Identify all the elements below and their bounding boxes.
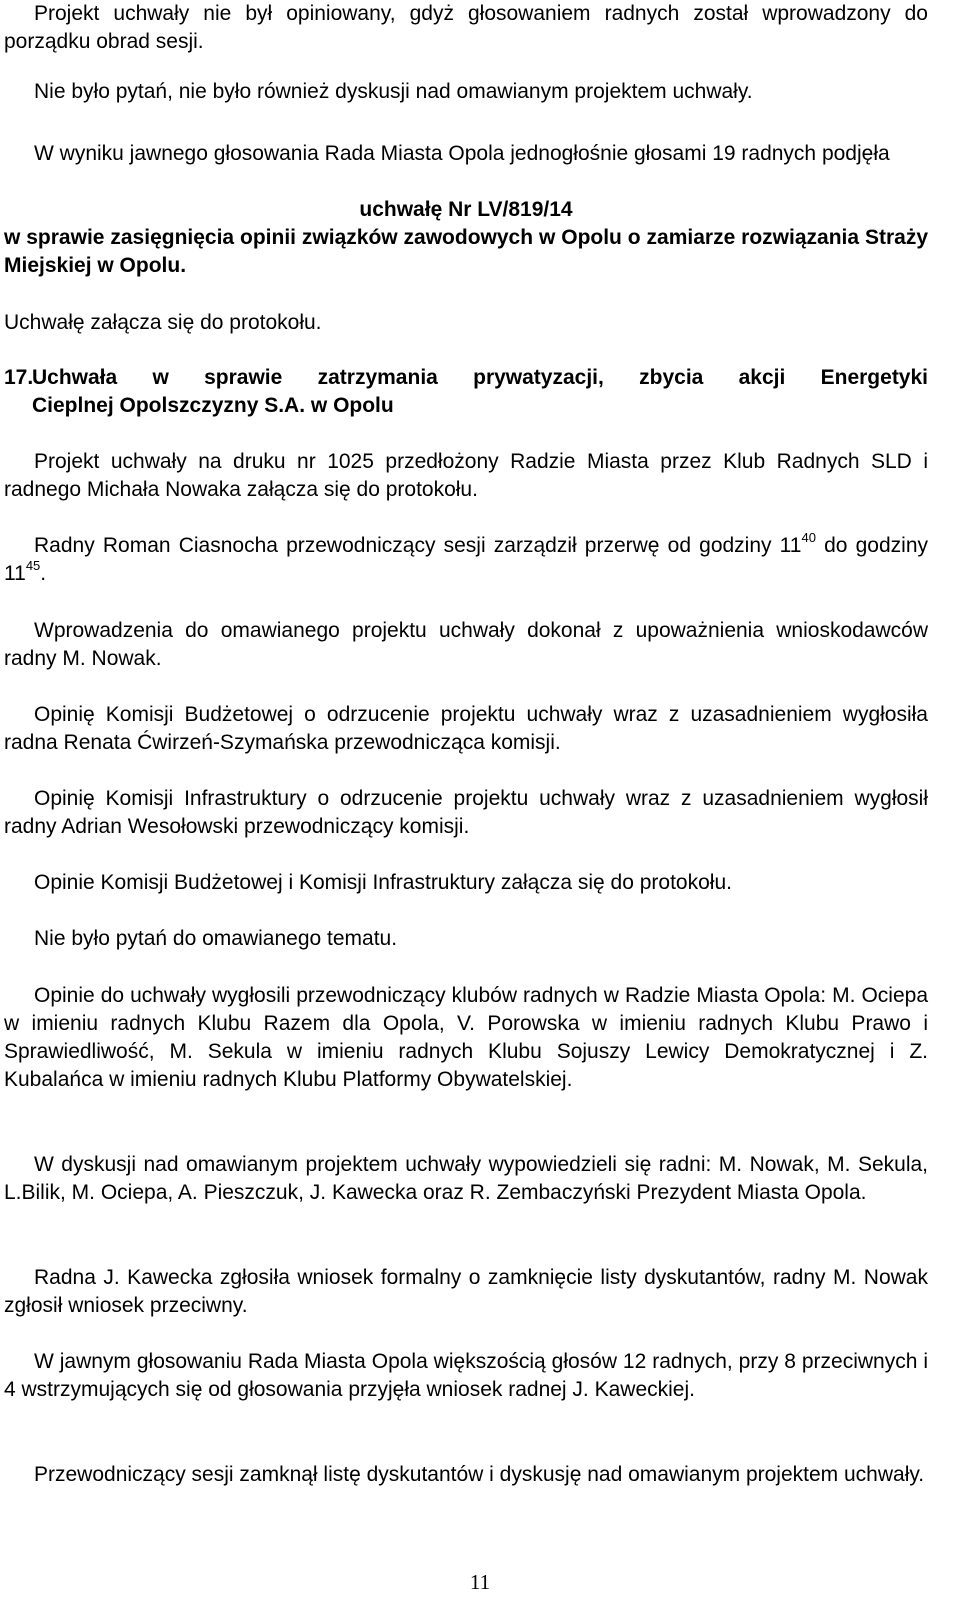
page-number: 11 (469, 1570, 491, 1594)
paragraph-club-opinions: Opinie do uchwały wygłosili przewodniczący klubów radnych w Radzie Miasta Opola: M. Ociepa w imieniu radnych Klubu Razem dla Opola, V. Porowska w imieniu radnych Klubu Prawo i Sprawiedliwość, M. Sekula w imieniu radnych Klubu Sojuszy Lewicy Demokratycznej i Z. Kubalańca w imieniu radnych Klubu Platformy Obywatelskiej. (4, 984, 928, 1091)
resolution-subject: w sprawie zasięgnięcia opinii związków zawodowych w Opolu o zamiarze rozwiązania Straży Miejskiej w Opolu. (4, 226, 928, 277)
agenda-item-title-line2: Cieplnej Opolszczyzny S.A. w Opolu (32, 394, 394, 417)
paragraph-no-questions: Nie było pytań, nie było również dyskusji nad omawianym projektem uchwały. (34, 80, 753, 103)
paragraph-introduction: Wprowadzenia do omawianego projektu uchwały dokonał z upoważnienia wnioskodawców radny M. Nowak. (4, 619, 928, 670)
paragraph-attachment-note: Uchwałę załącza się do protokołu. (4, 311, 322, 334)
break-text-b: do godziny 11 (4, 534, 928, 585)
agenda-item-title-line1: Uchwała w sprawie zatrzymania prywatyzacji, zbycia akcji Energetyki (32, 366, 928, 389)
paragraph-draft-submission: Projekt uchwały na druku nr 1025 przedłożony Radzie Miasta przez Klub Radnych SLD i radnego Michała Nowaka załącza się do protokołu. (4, 450, 928, 501)
agenda-item-17-heading (4, 364, 928, 420)
paragraph-discussion-closed: Przewodniczący sesji zamknął listę dyskutantów i dyskusję nad omawianym projektem uchwały. (34, 1463, 925, 1486)
paragraph-formal-motion: Radna J. Kawecka zgłosiła wniosek formalny o zamknięcie listy dyskutantów, radny M. Nowak zgłosił wniosek przeciwny. (4, 1266, 928, 1317)
paragraph-break-announcement (4, 532, 928, 588)
break-text-c: . (40, 562, 47, 585)
break-text-a: Radny Roman Ciasnocha przewodniczący sesji zarządził przerwę od godziny 11 (34, 534, 802, 557)
break-end-minutes: 45 (25, 558, 41, 573)
paragraph-no-questions-topic: Nie było pytań do omawianego tematu. (34, 927, 398, 950)
paragraph-budget-committee-opinion: Opinię Komisji Budżetowej o odrzucenie projektu uchwały wraz z uzasadnieniem wygłosiła radna Renata Ćwirzeń-Szymańska przewodnicząca komisji. (4, 703, 928, 754)
agenda-item-number: 17. (4, 366, 34, 389)
paragraph-opinions-attached: Opinie Komisji Budżetowej i Komisji Infrastruktury załącza się do protokołu. (34, 871, 732, 894)
paragraph-opinion-status: Projekt uchwały nie był opiniowany, gdyż głosowaniem radnych został wprowadzony do porządku obrad sesji. (4, 2, 928, 53)
break-start-minutes: 40 (801, 530, 816, 545)
paragraph-vote-result: W wyniku jawnego głosowania Rada Miasta Opola jednogłośnie głosami 19 radnych podjęła (34, 142, 890, 165)
resolution-number: uchwałę Nr LV/819/14 (359, 198, 573, 221)
paragraph-motion-vote: W jawnym głosowaniu Rada Miasta Opola większością głosów 12 radnych, przy 8 przeciwnych i 4 wstrzymujących się od głosowania przyjęła wniosek radnej J. Kaweckiej. (4, 1350, 928, 1401)
paragraph-discussion-speakers: W dyskusji nad omawianym projektem uchwały wypowiedzieli się radni: M. Nowak, M. Sekula, L.Bilik, M. Ociepa, A. Pieszczuk, J. Kawecka oraz R. Zembaczyński Prezydent Miasta Opola. (4, 1153, 928, 1204)
paragraph-infrastructure-committee-opinion: Opinię Komisji Infrastruktury o odrzucenie projektu uchwały wraz z uzasadnieniem wygłosił radny Adrian Wesołowski przewodniczący komisji. (4, 787, 928, 838)
